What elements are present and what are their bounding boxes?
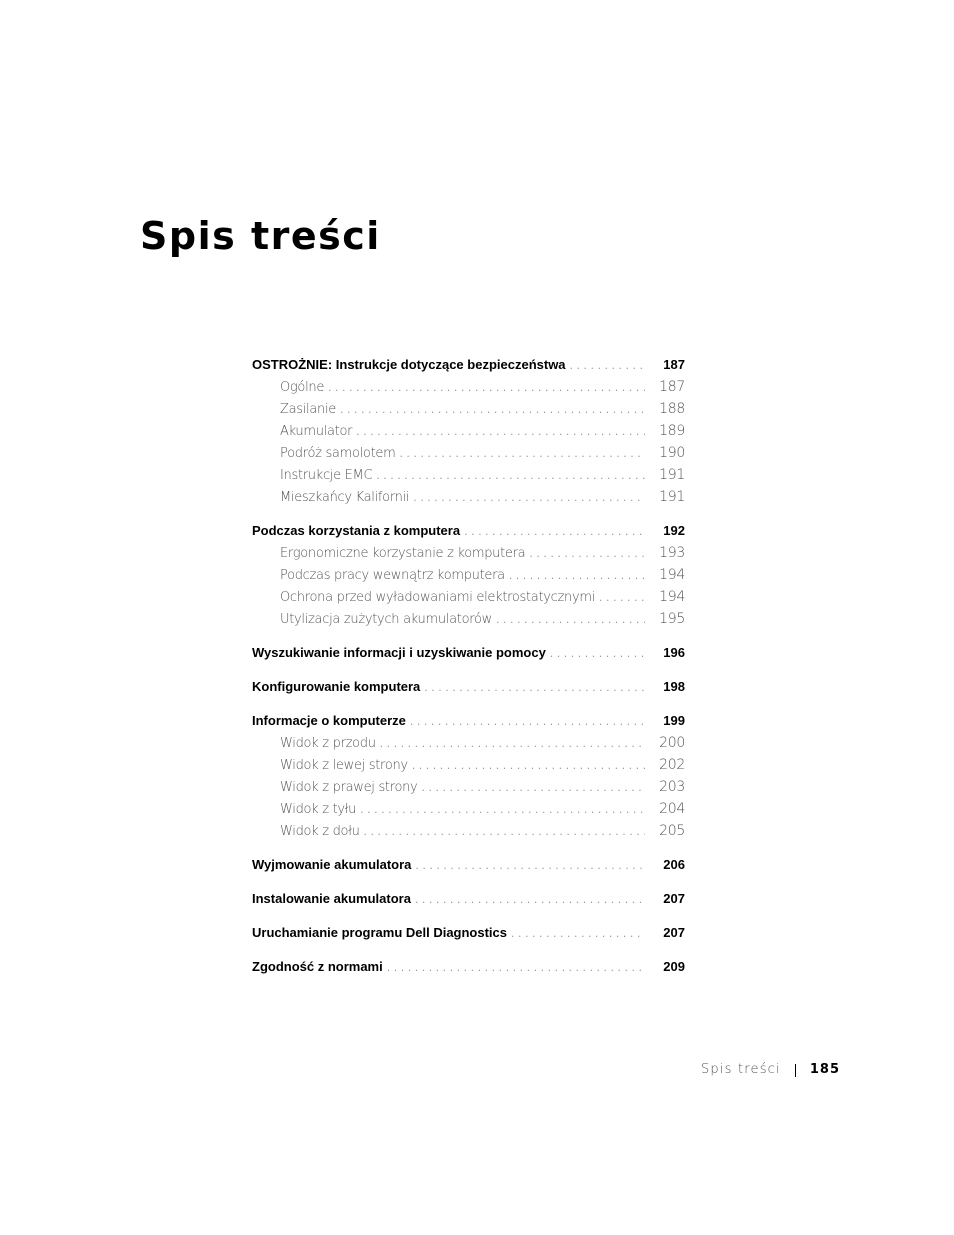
toc-entry-title: Informacje o komputerze: [252, 713, 406, 728]
toc-subentry-page: 191: [659, 467, 685, 483]
toc-subentry-page: 194: [659, 567, 685, 583]
toc-entry-page: 199: [663, 713, 685, 728]
toc-entry[interactable]: [252, 710, 685, 732]
footer-label: Spis treści: [700, 1062, 781, 1077]
toc-subentry-page: 187: [659, 379, 685, 395]
dot-leader: [529, 543, 645, 565]
dot-leader: [360, 799, 645, 821]
toc-section: [252, 922, 685, 944]
toc-entry[interactable]: [252, 888, 685, 910]
toc-subentry-title: Ochrona przed wyładowaniami elektrostatycznymi: [280, 590, 596, 605]
toc-entry-page: 207: [663, 891, 685, 906]
toc-subentry-page: 203: [659, 779, 685, 795]
toc-entry[interactable]: [252, 520, 685, 542]
dot-leader: [511, 923, 645, 945]
toc-entry[interactable]: [252, 922, 685, 944]
dot-leader: [599, 587, 645, 609]
dot-leader: [376, 465, 645, 487]
toc-subentry[interactable]: [252, 398, 685, 420]
toc-subentry-title: Widok z lewej strony: [280, 758, 408, 773]
footer-divider: [795, 1064, 796, 1077]
toc-section: [252, 710, 685, 842]
toc-subentry-page: 193: [659, 545, 685, 561]
dot-leader: [380, 733, 645, 755]
toc-subentry-title: Instrukcje EMC: [280, 468, 373, 483]
dot-leader: [410, 711, 645, 733]
dot-leader: [464, 521, 645, 543]
toc-entry[interactable]: [252, 676, 685, 698]
dot-leader: [328, 377, 645, 399]
toc-subentry[interactable]: [252, 542, 685, 564]
toc-entry-page: 207: [663, 925, 685, 940]
dot-leader: [412, 755, 645, 777]
toc-subentry-title: Widok z prawej strony: [280, 780, 418, 795]
toc-subentry[interactable]: [252, 732, 685, 754]
toc-entry-title: Wyszukiwanie informacji i uzyskiwanie pomocy: [252, 645, 546, 660]
dot-leader: [413, 487, 645, 509]
toc-entry[interactable]: [252, 354, 685, 376]
dot-leader: [421, 777, 645, 799]
toc-subentry-title: Utylizacja zużytych akumulatorów: [280, 612, 492, 627]
dot-leader: [509, 565, 645, 587]
toc-entry-title: Zgodność z normami: [252, 959, 383, 974]
toc-subentry-page: 195: [659, 611, 685, 627]
toc-subentry-page: 204: [659, 801, 685, 817]
toc-subentry[interactable]: [252, 564, 685, 586]
toc-subentry-page: 205: [659, 823, 685, 839]
toc-entry-title: OSTROŻNIE: Instrukcje dotyczące bezpieczeństwa: [252, 357, 566, 372]
dot-leader: [496, 609, 645, 631]
toc-subentry-title: Podczas pracy wewnątrz komputera: [280, 568, 505, 583]
toc-subentry-title: Widok z przodu: [280, 736, 376, 751]
toc-section: [252, 520, 685, 630]
toc-entry-title: Wyjmowanie akumulatora: [252, 857, 412, 872]
dot-leader: [550, 643, 645, 665]
toc-subentry[interactable]: [252, 464, 685, 486]
dot-leader: [340, 399, 645, 421]
toc-subentry[interactable]: [252, 608, 685, 630]
toc-entry-title: Uruchamianie programu Dell Diagnostics: [252, 925, 508, 940]
toc-entry-title: Instalowanie akumulatora: [252, 891, 411, 906]
page-title: Spis treści: [140, 214, 381, 258]
toc-subentry-title: Widok z dołu: [280, 824, 360, 839]
toc-entry-page: 192: [663, 523, 685, 538]
dot-leader: [570, 355, 645, 377]
toc-entry-title: Konfigurowanie komputera: [252, 679, 421, 694]
toc-section: [252, 642, 685, 664]
toc-entry-page: 206: [663, 857, 685, 872]
toc-section: [252, 888, 685, 910]
toc-subentry[interactable]: [252, 754, 685, 776]
toc-subentry-title: Ogólne: [280, 380, 325, 395]
toc-entry-page: 209: [663, 959, 685, 974]
toc-subentry[interactable]: [252, 820, 685, 842]
toc-entry[interactable]: [252, 956, 685, 978]
toc-subentry-title: Ergonomiczne korzystanie z komputera: [280, 546, 526, 561]
dot-leader: [424, 677, 645, 699]
toc-entry-title: Podczas korzystania z komputera: [252, 523, 461, 538]
dot-leader: [364, 821, 645, 843]
toc-subentry-page: 188: [659, 401, 685, 417]
toc-subentry-page: 190: [659, 445, 685, 461]
toc-subentry-title: Mieszkańcy Kalifornii: [280, 490, 410, 505]
toc-subentry-page: 191: [659, 489, 685, 505]
toc-entry[interactable]: [252, 642, 685, 664]
toc-entry[interactable]: [252, 854, 685, 876]
toc-subentry-title: Widok z tyłu: [280, 802, 357, 817]
toc-subentry[interactable]: [252, 376, 685, 398]
toc-section: [252, 956, 685, 978]
toc-subentry-page: 189: [659, 423, 685, 439]
toc-subentry-page: 194: [659, 589, 685, 605]
toc-subentry-title: Podróż samolotem: [280, 446, 396, 461]
toc-section: [252, 854, 685, 876]
dot-leader: [415, 889, 645, 911]
page-number: 185: [809, 1062, 840, 1077]
toc-subentry[interactable]: [252, 586, 685, 608]
dot-leader: [387, 957, 645, 979]
toc-subentry[interactable]: [252, 776, 685, 798]
dot-leader: [356, 421, 645, 443]
toc-subentry-page: 202: [659, 757, 685, 773]
dot-leader: [415, 855, 645, 877]
toc-entry-page: 187: [663, 357, 685, 372]
dot-leader: [399, 443, 645, 465]
page-footer: [701, 1060, 840, 1080]
toc-subentry-title: Zasilanie: [280, 402, 336, 417]
toc-subentry[interactable]: [252, 442, 685, 464]
table-of-contents: [252, 354, 685, 990]
toc-subentry-page: 200: [659, 735, 685, 751]
toc-entry-page: 196: [663, 645, 685, 660]
toc-subentry[interactable]: [252, 420, 685, 442]
toc-subentry[interactable]: [252, 486, 685, 508]
toc-section: [252, 676, 685, 698]
toc-section: [252, 354, 685, 508]
toc-subentry-title: Akumulator: [280, 424, 353, 439]
toc-entry-page: 198: [663, 679, 685, 694]
toc-subentry[interactable]: [252, 798, 685, 820]
